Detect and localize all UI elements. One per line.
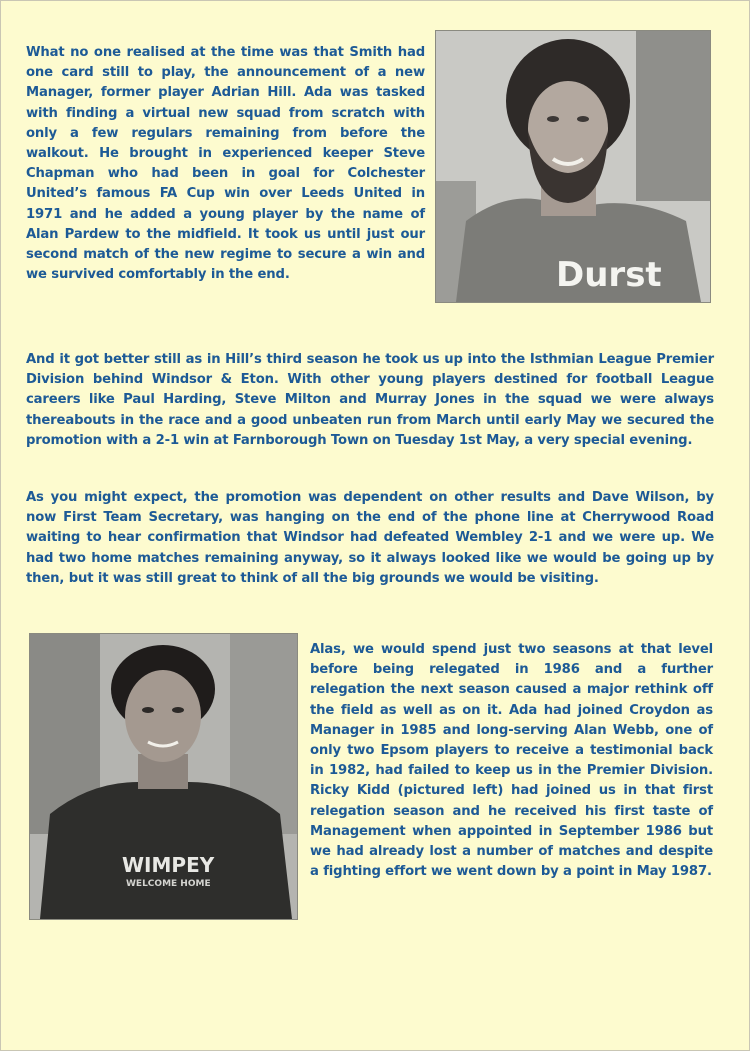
- hill-shirt-sponsor: Durst: [556, 255, 662, 295]
- photo-adrian-hill: [435, 30, 711, 303]
- paragraph-promotion-results: As you might expect, the promotion was dependent on other results and Dave Wilson, by now First Team Secretary, was hanging on the end of the phone line at Cherrywood Road waiting to hear confirmation that Windsor had defeated Wembley 2-1 and we were up. We had two home matches remaining anyway, so it always looked like we would be going up by then, but it was still great to think of all the big grounds we would be visiting.: [26, 490, 714, 586]
- kidd-shirt-subtext: WELCOME HOME: [126, 879, 211, 889]
- paragraph-promotion-season: And it got better still as in Hill’s third season he took us up into the Isthmian League Premier Division behind Windsor & Eton. With other young players destined for football League careers like Paul Harding, Steve Milton and Murray Jones in the squad we were always thereabouts in the race and a good unbeaten run from March until early May we secured the promotion with a 2-1 win at Farnborough Town on Tuesday 1st May, a very special evening.: [26, 352, 714, 448]
- kidd-portrait-illustration: [30, 634, 297, 919]
- paragraph-relegation: Alas, we would spend just two seasons at that level before being relegated in 1986 and a further relegation the next season caused a major rethink off the field as well as on it. Ada had joined Croydon as Manager in 1985 and long-serving Alan Webb, one of only two Epsom players to receive a testimonial back in 1982, had failed to keep us in the Premier Division. Ricky Kidd (pictured left) had joined us in that first relegation season and he received his first taste of Management when appointed in September 1986 but we had already lost a number of matches and despite a fighting effort we went down by a point in May 1987.: [310, 642, 713, 880]
- paragraph-smith-card: What no one realised at the time was that Smith had one card still to play, the announcement of a new Manager, former player Adrian Hill. Ada was tasked with finding a virtual new squad from scratch with only a few regulars remaining from before the walkout. He brought in experienced keeper Steve Chapman who had been in goal for Colchester United’s famous FA Cup win over Leeds United in 1971 and he added a young player by the name of Alan Pardew to the midfield. It took us until just our second match of the new regime to secure a win and we survived comfortably in the end.: [26, 45, 425, 283]
- photo-ricky-kidd: [29, 633, 298, 920]
- hill-portrait-illustration: [436, 31, 710, 302]
- kidd-shirt-sponsor: WIMPEY: [122, 853, 215, 877]
